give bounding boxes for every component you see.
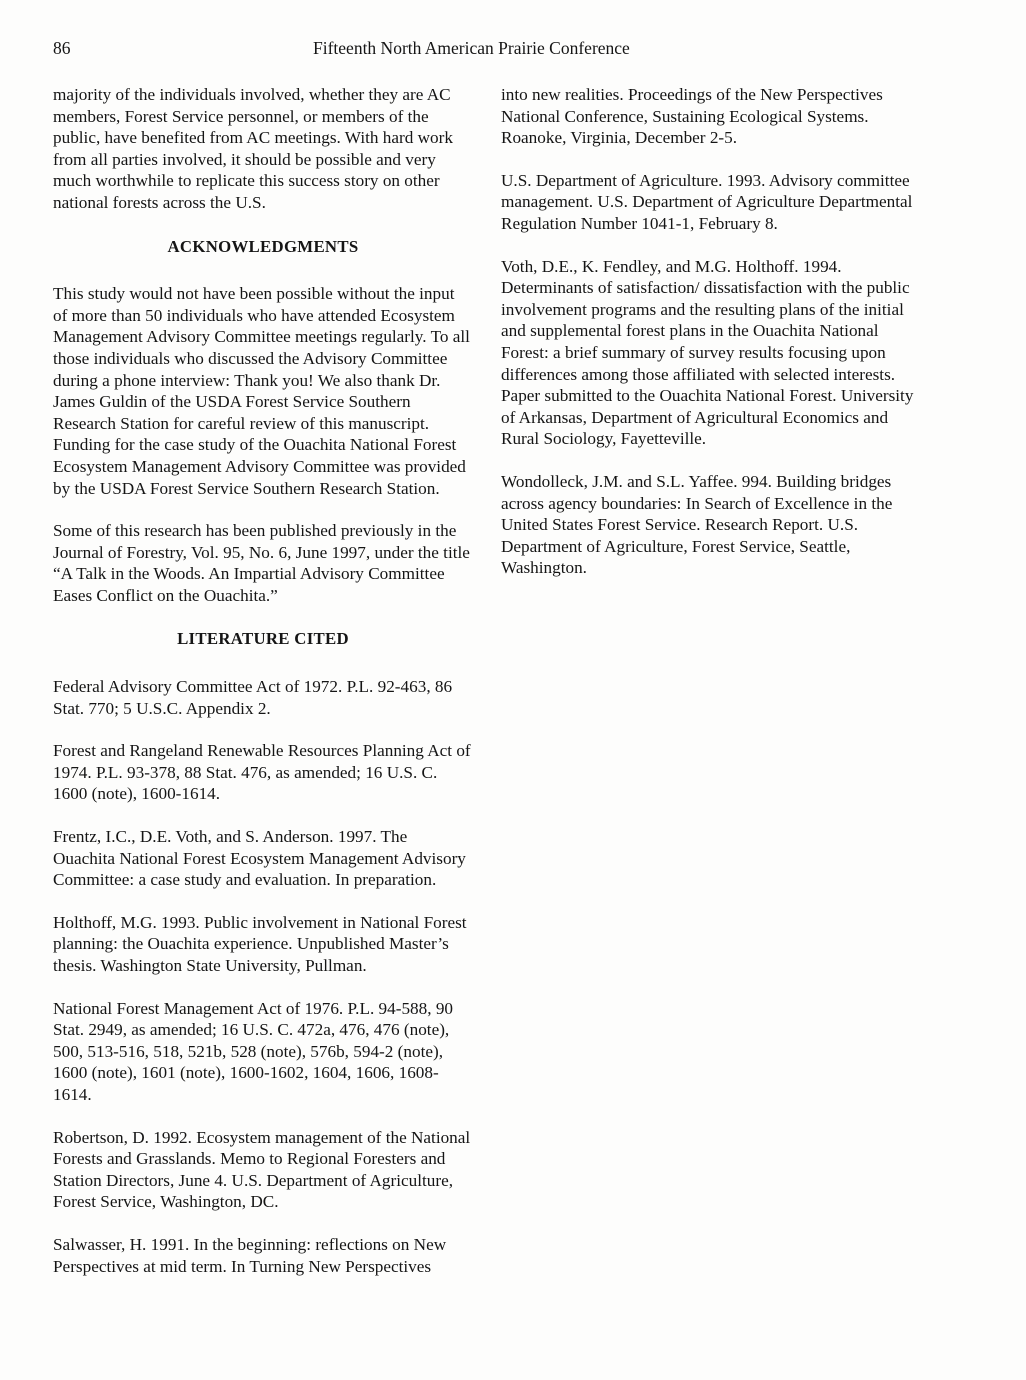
reference-entry: Forest and Rangeland Renewable Resources Planning Act of 1974. P.L. 93-378, 88 Stat. 476, as amended; 16 U.S. C. 1600 (note), 1600-1614. — [53, 741, 471, 804]
reference-entry: Robertson, D. 1992. Ecosystem management of the National Forests and Grasslands. Memo to Regional Foresters and Station Directors, June 4. U.S. Department of Agriculture, Forest Service, Washington, DC. — [53, 1127, 471, 1212]
conference-title: Fifteenth North American Prairie Conference — [313, 38, 630, 58]
running-header — [53, 36, 953, 60]
left-column — [53, 84, 473, 1277]
acknowledgments-paragraph: This study would not have been possible without the input of more than 50 individuals who have attended Ecosystem Management Advisory Committee meetings regularly. To all those individuals who discussed the Advisory Committee during a phone interview: Thank you! We also thank Dr. James Guldin of the USDA Forest Service Southern Research Station for careful review of this manuscript. Funding for the case study of the Ouachita National Forest Ecosystem Management Advisory Committee was provided by the USDA Forest Service Southern Research Station. — [53, 284, 470, 498]
reference-entry: U.S. Department of Agriculture. 1993. Advisory committee management. U.S. Department of Agriculture Departmental Regulation Number 1041-1, February 8. — [501, 170, 913, 233]
body-paragraph: majority of the individuals involved, whether they are AC members, Forest Service personnel, or members of the public, have benefited from AC meetings. With hard work from all parties involved, it should be possible and very much worthwhile to replicate this success story on other national forests across the U.S. — [53, 85, 453, 212]
reference-entry: National Forest Management Act of 1976. P.L. 94-588, 90 Stat. 2949, as amended; 16 U.S. C. 472a, 476, 476 (note), 500, 513-516, 518, 521b, 528 (note), 576b, 594-2 (note), 1600 (note), 1601 (note), 1600-1602, 1604, 1606, 1608-1614. — [53, 998, 454, 1104]
reference-entry: Frentz, I.C., D.E. Voth, and S. Anderson. 1997. The Ouachita National Forest Ecosystem Management Advisory Committee: a case study and evaluation. In preparation. — [53, 827, 466, 890]
reference-entry: Wondolleck, J.M. and S.L. Yaffee. 994. Building bridges across agency boundaries: In Search of Excellence in the United States Forest Service. Research Report. U.S. Department of Agriculture, Forest Service, Seattle, Washington. — [501, 471, 893, 578]
reference-continuation: into new realities. Proceedings of the New Perspectives National Conference, Sustaining Ecological Systems. Roanoke, Virginia, December 2-5. — [501, 85, 883, 148]
reference-list — [501, 170, 921, 579]
reference-entry: Salwasser, H. 1991. In the beginning: reflections on New Perspectives at mid term. In Turning New Perspectives — [53, 1234, 447, 1276]
page-number: 86 — [53, 38, 71, 58]
reference-entry: Federal Advisory Committee Act of 1972. P.L. 92-463, 86 Stat. 770; 5 U.S.C. Appendix 2. — [53, 677, 453, 718]
acknowledgments-heading: ACKNOWLEDGMENTS — [167, 236, 359, 256]
acknowledgments-paragraph: Some of this research has been published previously in the Journal of Forestry, Vol. 95, No. 6, June 1997, under the title “A Talk in the Woods. An Impartial Advisory Committee Eases Conflict on the Ouachita.” — [53, 521, 470, 605]
reference-entry: Voth, D.E., K. Fendley, and M.G. Holthoff. 1994. Determinants of satisfaction/ dissatisfaction with the public involvement programs and the resulting plans of the initial and supplemental forest plans in the Ouachita National Forest: a brief summary of survey results focusing upon differences among those affiliated with selected interests. Paper submitted to the Ouachita National Forest. University of Arkansas, Department of Agricultural Economics and Rural Sociology, Fayetteville. — [501, 256, 914, 449]
reference-entry: Holthoff, M.G. 1993. Public involvement in National Forest planning: the Ouachita experience. Unpublished Master’s thesis. Washington State University, Pullman. — [53, 912, 467, 975]
reference-list — [53, 676, 473, 1277]
literature-cited-heading: LITERATURE CITED — [177, 629, 349, 649]
right-column — [501, 84, 921, 579]
